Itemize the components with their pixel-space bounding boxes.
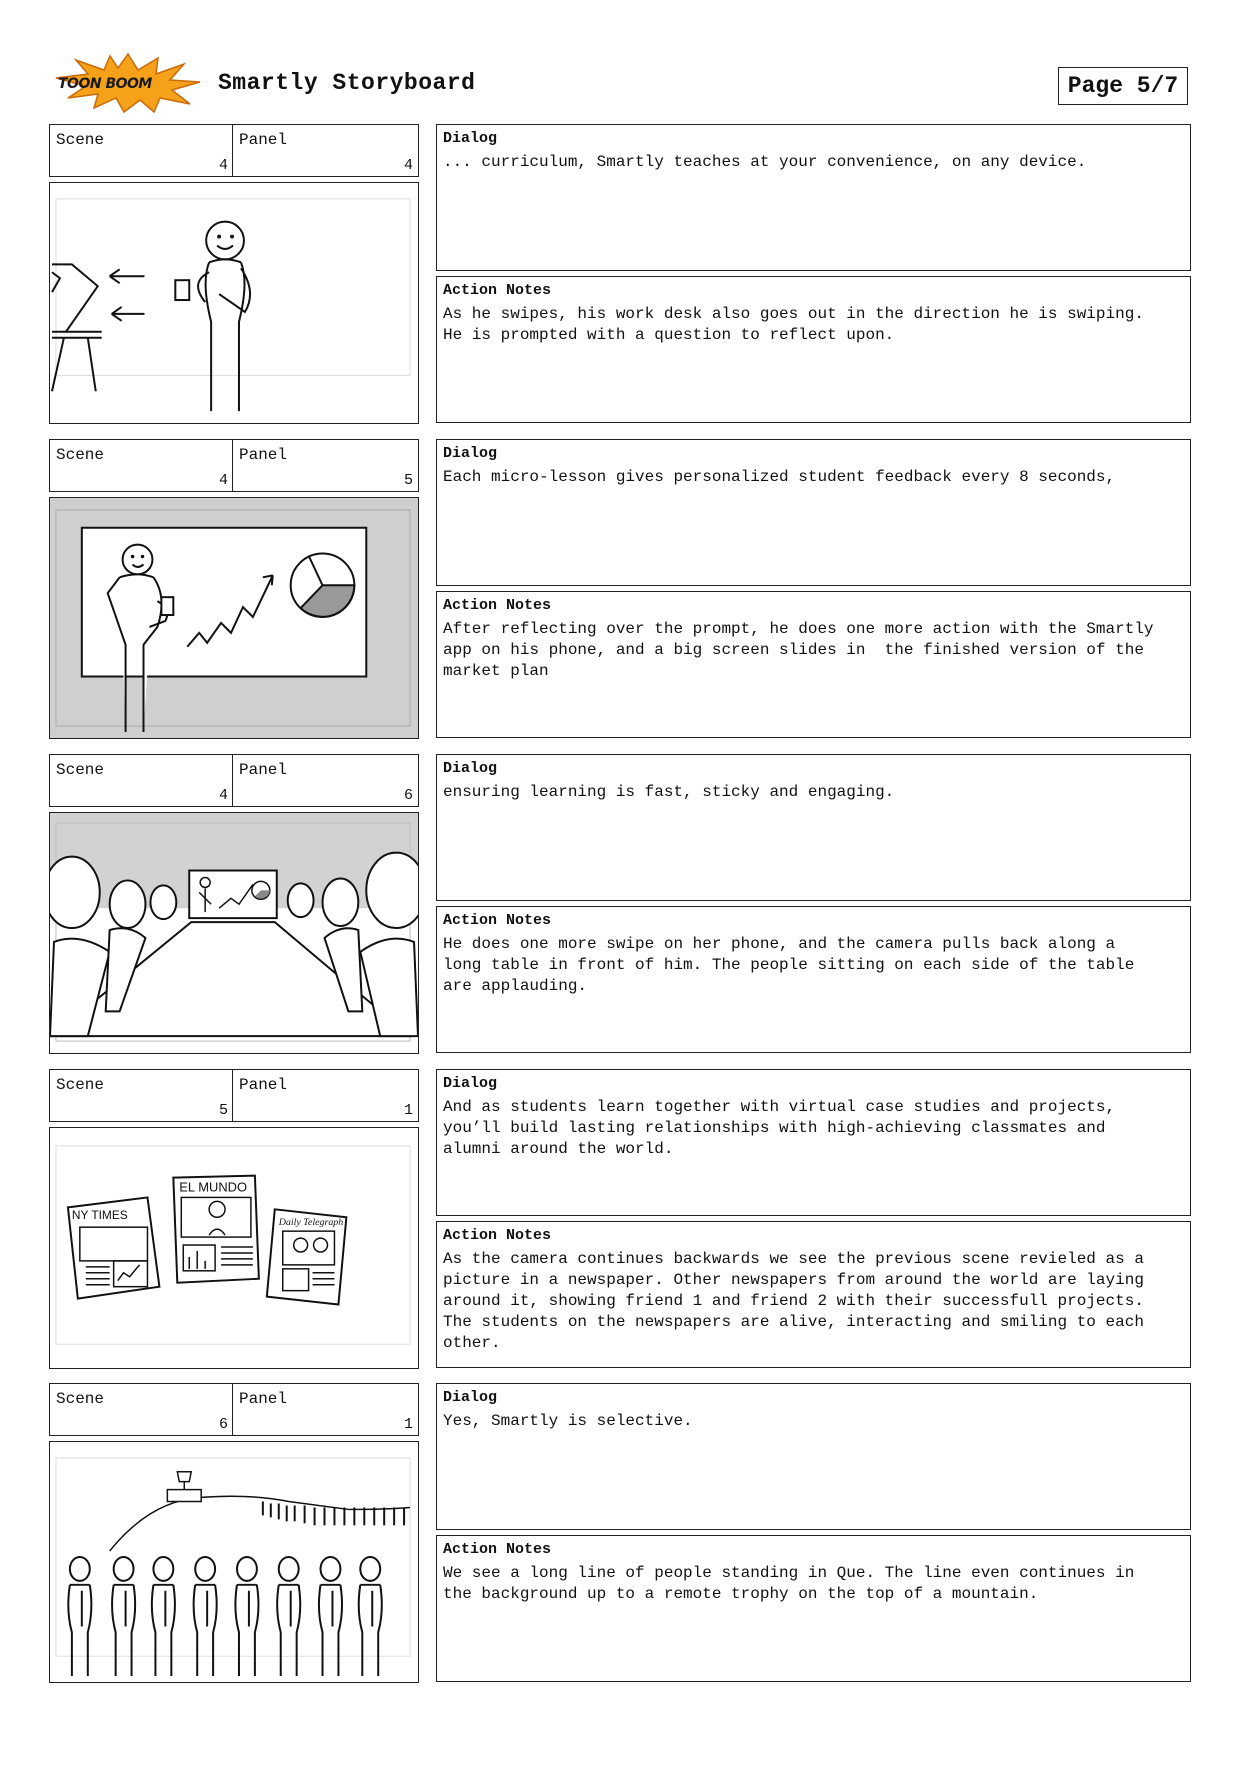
panel-cell	[233, 1384, 417, 1435]
dialog-box	[436, 1069, 1191, 1216]
panel-cell	[233, 1070, 417, 1121]
action-notes-box	[436, 906, 1191, 1053]
page-indicator: Page 5/7	[1058, 67, 1188, 105]
panel-label: Panel	[239, 446, 288, 464]
scene-cell	[50, 440, 233, 491]
scene-panel-header	[49, 124, 419, 177]
panel-cell	[233, 755, 417, 806]
action-notes-text: As the camera continues backwards we see the previous scene revieled as a picture in a newspaper. Other newspapers from around the world are laying around it, showing friend 1 and friend 2 with their successfull projects. The students on the newspapers are alive, interacting and smiling to each other.	[443, 1250, 1144, 1352]
panel-label: Panel	[239, 1390, 288, 1408]
action-notes-text: After reflecting over the prompt, he does one more action with the Smartly app on his phone, and a big screen slides in the finished version of the market plan	[443, 620, 1154, 680]
dialog-text: Yes, Smartly is selective.	[443, 1412, 693, 1430]
paper-telegraph-label: Daily Telegraph	[278, 1217, 344, 1229]
panel-label: Panel	[239, 1076, 288, 1094]
scene-number: 4	[218, 472, 228, 489]
action-notes-heading: Action Notes	[443, 1227, 552, 1244]
storyboard-row	[49, 439, 1191, 739]
action-notes-heading: Action Notes	[443, 597, 552, 614]
storyboard-row	[49, 1069, 1191, 1369]
action-notes-heading: Action Notes	[443, 282, 552, 299]
dialog-box	[436, 754, 1191, 901]
dialog-text: ensuring learning is fast, sticky and engaging.	[443, 783, 895, 801]
paper-nytimes-label: NY TIMES	[71, 1208, 128, 1223]
sketch-frame	[49, 182, 419, 424]
action-notes-heading: Action Notes	[443, 1541, 552, 1558]
action-notes-text: We see a long line of people standing in Que. The line even continues in the background up to a remote trophy on the top of a mountain.	[443, 1564, 1135, 1603]
scene-panel-header	[49, 1383, 419, 1436]
scene-label: Scene	[56, 446, 105, 464]
action-notes-heading: Action Notes	[443, 912, 552, 929]
sketch-frame	[49, 1441, 419, 1683]
scene-number: 4	[218, 787, 228, 804]
action-notes-box	[436, 591, 1191, 738]
dialog-box	[436, 1383, 1191, 1530]
scene-panel-header	[49, 439, 419, 492]
storyboard-row	[49, 754, 1191, 1054]
panel-number: 6	[403, 787, 413, 804]
scene-label: Scene	[56, 761, 105, 779]
scene-label: Scene	[56, 131, 105, 149]
dialog-heading: Dialog	[443, 445, 498, 462]
dialog-heading: Dialog	[443, 1075, 498, 1092]
sketch-illustration	[50, 183, 418, 423]
action-notes-box	[436, 1221, 1191, 1368]
scene-panel-header	[49, 754, 419, 807]
panel-label: Panel	[239, 131, 288, 149]
panel-label: Panel	[239, 761, 288, 779]
panel-number: 1	[403, 1102, 413, 1119]
scene-cell	[50, 1070, 233, 1121]
sketch-illustration	[50, 498, 418, 738]
toon-boom-logo	[54, 52, 202, 114]
scene-number: 6	[218, 1416, 228, 1433]
sketch-frame	[49, 497, 419, 739]
scene-cell	[50, 125, 233, 176]
panel-number: 1	[403, 1416, 413, 1433]
action-notes-text: He does one more swipe on her phone, and the camera pulls back along a long table in front of him. The people sitting on each side of the table are applauding.	[443, 935, 1135, 995]
storyboard-row	[49, 1383, 1191, 1683]
dialog-heading: Dialog	[443, 130, 498, 147]
logo-text: TOON BOOM	[58, 76, 152, 92]
dialog-heading: Dialog	[443, 760, 498, 777]
storyboard-title: Smartly Storyboard	[218, 70, 476, 96]
scene-cell	[50, 1384, 233, 1435]
storyboard-row	[49, 124, 1191, 424]
dialog-text: ... curriculum, Smartly teaches at your convenience, on any device.	[443, 153, 1087, 171]
panel-number: 4	[403, 157, 413, 174]
action-notes-box	[436, 276, 1191, 423]
scene-cell	[50, 755, 233, 806]
scene-label: Scene	[56, 1076, 105, 1094]
dialog-text: And as students learn together with virtual case studies and projects, you’ll build lasting relationships with high-achieving classmates and alumni around the world.	[443, 1098, 1116, 1158]
panel-cell	[233, 440, 417, 491]
dialog-heading: Dialog	[443, 1389, 498, 1406]
sketch-illustration	[50, 1442, 418, 1682]
scene-panel-header	[49, 1069, 419, 1122]
paper-elmundo-label: EL MUNDO	[179, 1179, 248, 1195]
dialog-box	[436, 439, 1191, 586]
panel-number: 5	[403, 472, 413, 489]
scene-number: 5	[218, 1102, 228, 1119]
dialog-text: Each micro-lesson gives personalized student feedback every 8 seconds,	[443, 468, 1116, 486]
sketch-illustration	[50, 813, 418, 1053]
sketch-frame	[49, 1127, 419, 1369]
scene-number: 4	[218, 157, 228, 174]
action-notes-text: As he swipes, his work desk also goes out in the direction he is swiping. He is prompted with a question to reflect upon.	[443, 305, 1144, 344]
sketch-illustration	[50, 1128, 418, 1368]
sketch-frame	[49, 812, 419, 1054]
action-notes-box	[436, 1535, 1191, 1682]
panel-cell	[233, 125, 417, 176]
scene-label: Scene	[56, 1390, 105, 1408]
dialog-box	[436, 124, 1191, 271]
